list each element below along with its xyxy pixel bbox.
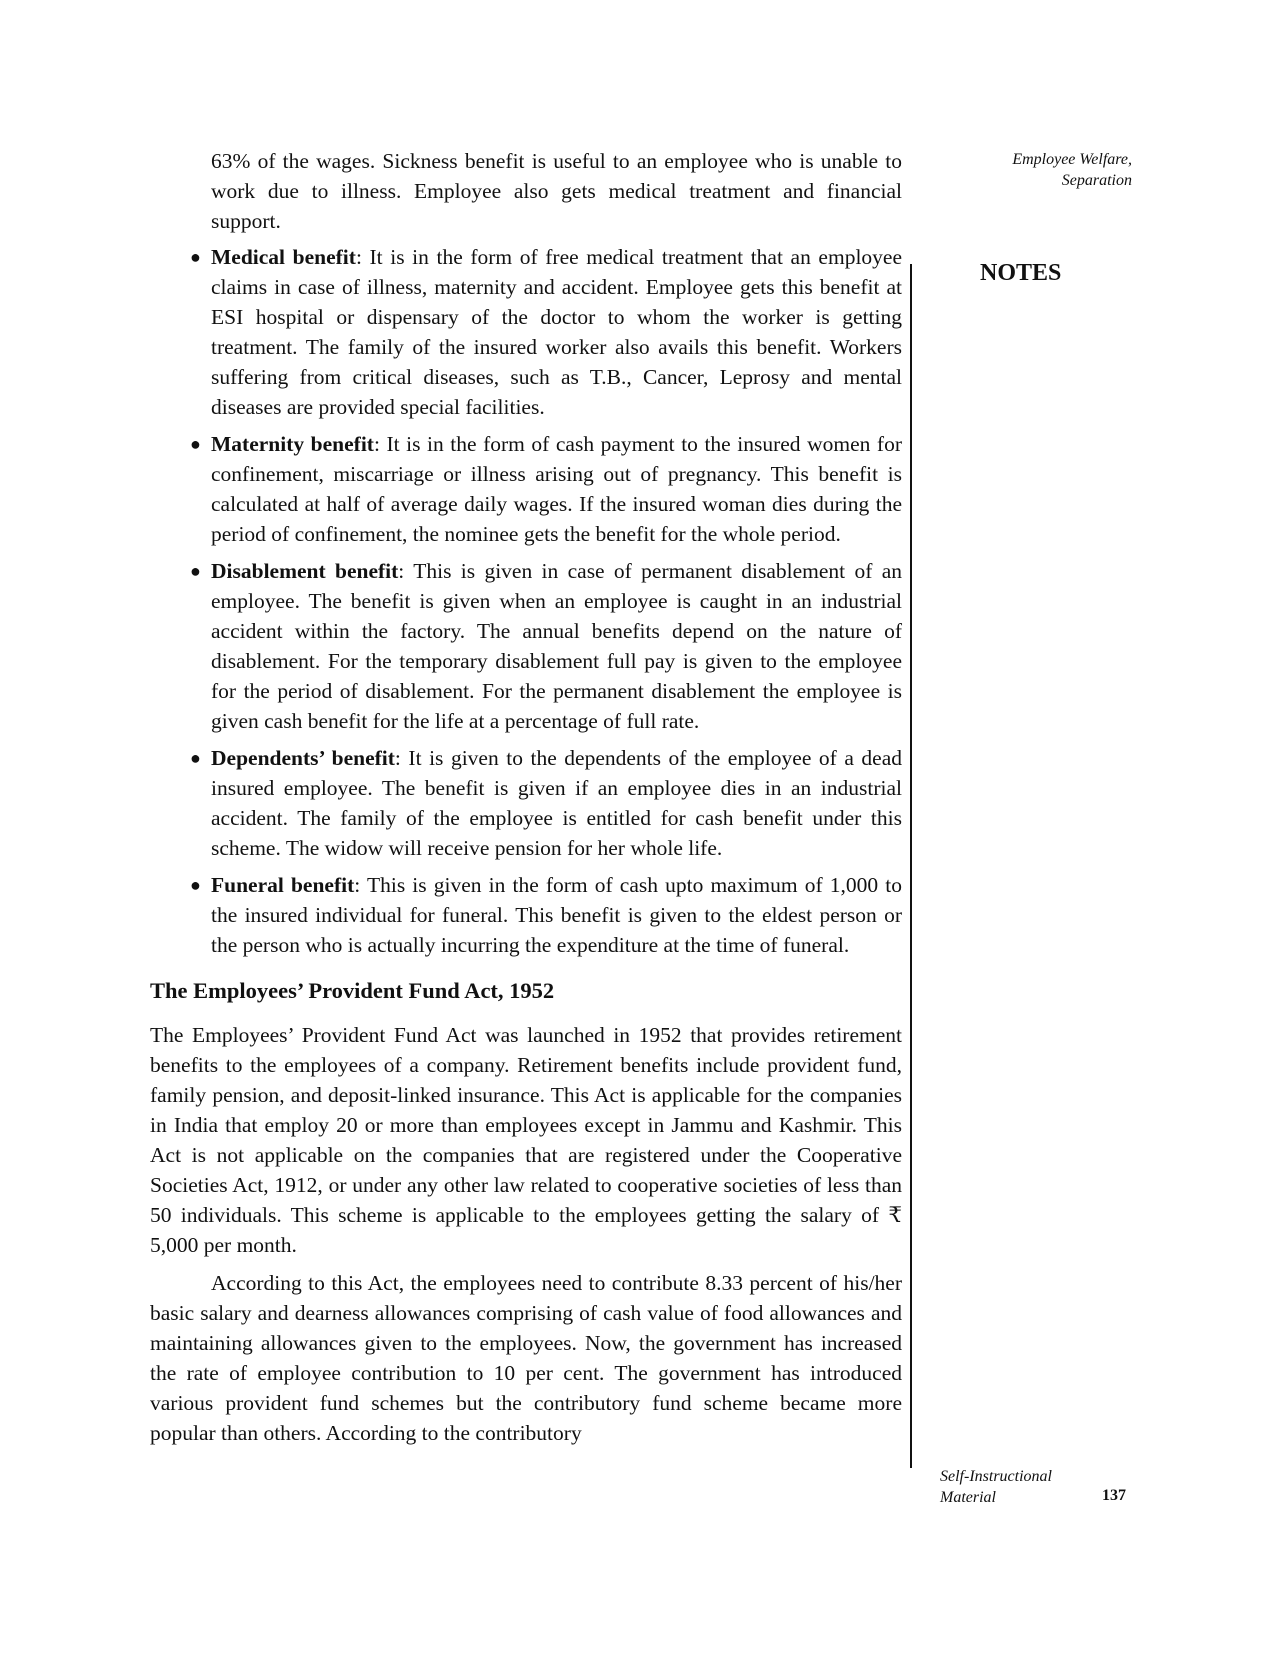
paragraph-2: According to this Act, the employees need to contribute 8.33 percent of his/her basic salary and dearness allowances comprising of cash value of food allowances and maintaining allowances given to the employees. Now, the government has increased the rate of employee contribution to 10 per cent. The government has introduced various provident fund schemes but the contributory fund scheme became more popular than others. According to the contributory <box>150 1271 902 1445</box>
bullet-text: : This is given in case of permanent disablement of an employee. The benefit is given when an employee is caught in an industrial accident within the factory. The annual benefits depend on the nature of disablement. For the temporary disablement full pay is given to the employee for the period of disablement. For the permanent disablement the employee is given cash benefit for the life at a percentage of full rate. <box>211 559 903 733</box>
bullet-icon: ● <box>190 748 201 768</box>
bullet-text: : It is in the form of free medical treatment that an employee claims in case of illness, maternity and accident. Employee gets this benefit at ESI hospital or dispensary of the doctor to whom the worker is getting treatment. The family of the insured worker also avails this benefit. Workers suffering from critical diseases, such as T.B., Cancer, Leprosy and mental diseases are provided special facilities. <box>211 245 903 419</box>
list-item <box>150 242 902 422</box>
running-title-line2: Separation <box>1061 172 1132 189</box>
list-item <box>150 743 902 863</box>
main-text <box>150 146 902 1456</box>
list-item <box>150 870 902 960</box>
bullet-icon: ● <box>190 247 201 267</box>
running-title-line1: Employee Welfare, <box>1012 151 1132 168</box>
bullet-term: Dependents’ benefit <box>211 746 395 770</box>
margin-rule <box>910 264 912 1468</box>
bullet-term: Funeral benefit <box>211 873 355 897</box>
list-item <box>150 429 902 549</box>
footer-label-line1: Self-Instructional <box>940 1468 1052 1485</box>
bullet-term: Medical benefit <box>211 245 356 269</box>
benefit-list <box>150 242 902 960</box>
bullet-text: : It is given to the dependents of the employee of a dead insured employee. The benefit is given if an employee dies in an industrial accident. The family of the employee is entitled for cash benefit under this scheme. The widow will receive pension for her whole life. <box>211 746 902 860</box>
bullet-icon: ● <box>190 875 201 895</box>
section-heading: The Employees’ Provident Fund Act, 1952 <box>150 978 555 1003</box>
bullet-term: Disablement benefit <box>211 559 399 583</box>
page-number: 137 <box>1102 1487 1126 1504</box>
bullet-icon: ● <box>190 561 201 581</box>
bullet-text: : This is given in the form of cash upto maximum of 1,000 to the insured individual for funeral. This benefit is given to the eldest person or the person who is actually incurring the expenditure at the time of funeral. <box>211 873 902 957</box>
running-header <box>960 149 1132 191</box>
paragraph-1: The Employees’ Provident Fund Act was launched in 1952 that provides retirement benefits to the employees of a company. Retirement benefits include provident fund, family pension, and deposit-linked insurance. This Act is applicable for the companies in India that employ 20 or more than employees except in Jammu and Kashmir. This Act is not applicable on the companies that are registered under the Cooperative Societies Act, 1912, or under any other law related to cooperative societies of less than 50 individuals. This scheme is applicable to the employees getting the salary of ₹ 5,000 per month. <box>150 1023 902 1257</box>
bullet-term: Maternity benefit <box>211 432 374 456</box>
list-item <box>150 556 902 736</box>
footer-label-line2: Material <box>940 1489 996 1506</box>
notes-label: NOTES <box>980 260 1062 286</box>
bullet-text: : It is in the form of cash payment to the insured women for confinement, miscarriage or illness arising out of pregnancy. This benefit is calculated at half of average daily wages. If the insured woman dies during the period of confinement, the nominee gets the benefit for the whole period. <box>211 432 902 546</box>
footer-label <box>940 1466 1052 1508</box>
continuation-paragraph: 63% of the wages. Sickness benefit is useful to an employee who is unable to work due to illness. Employee also gets medical treatment and financial support. <box>211 149 902 233</box>
bullet-icon: ● <box>190 434 201 454</box>
